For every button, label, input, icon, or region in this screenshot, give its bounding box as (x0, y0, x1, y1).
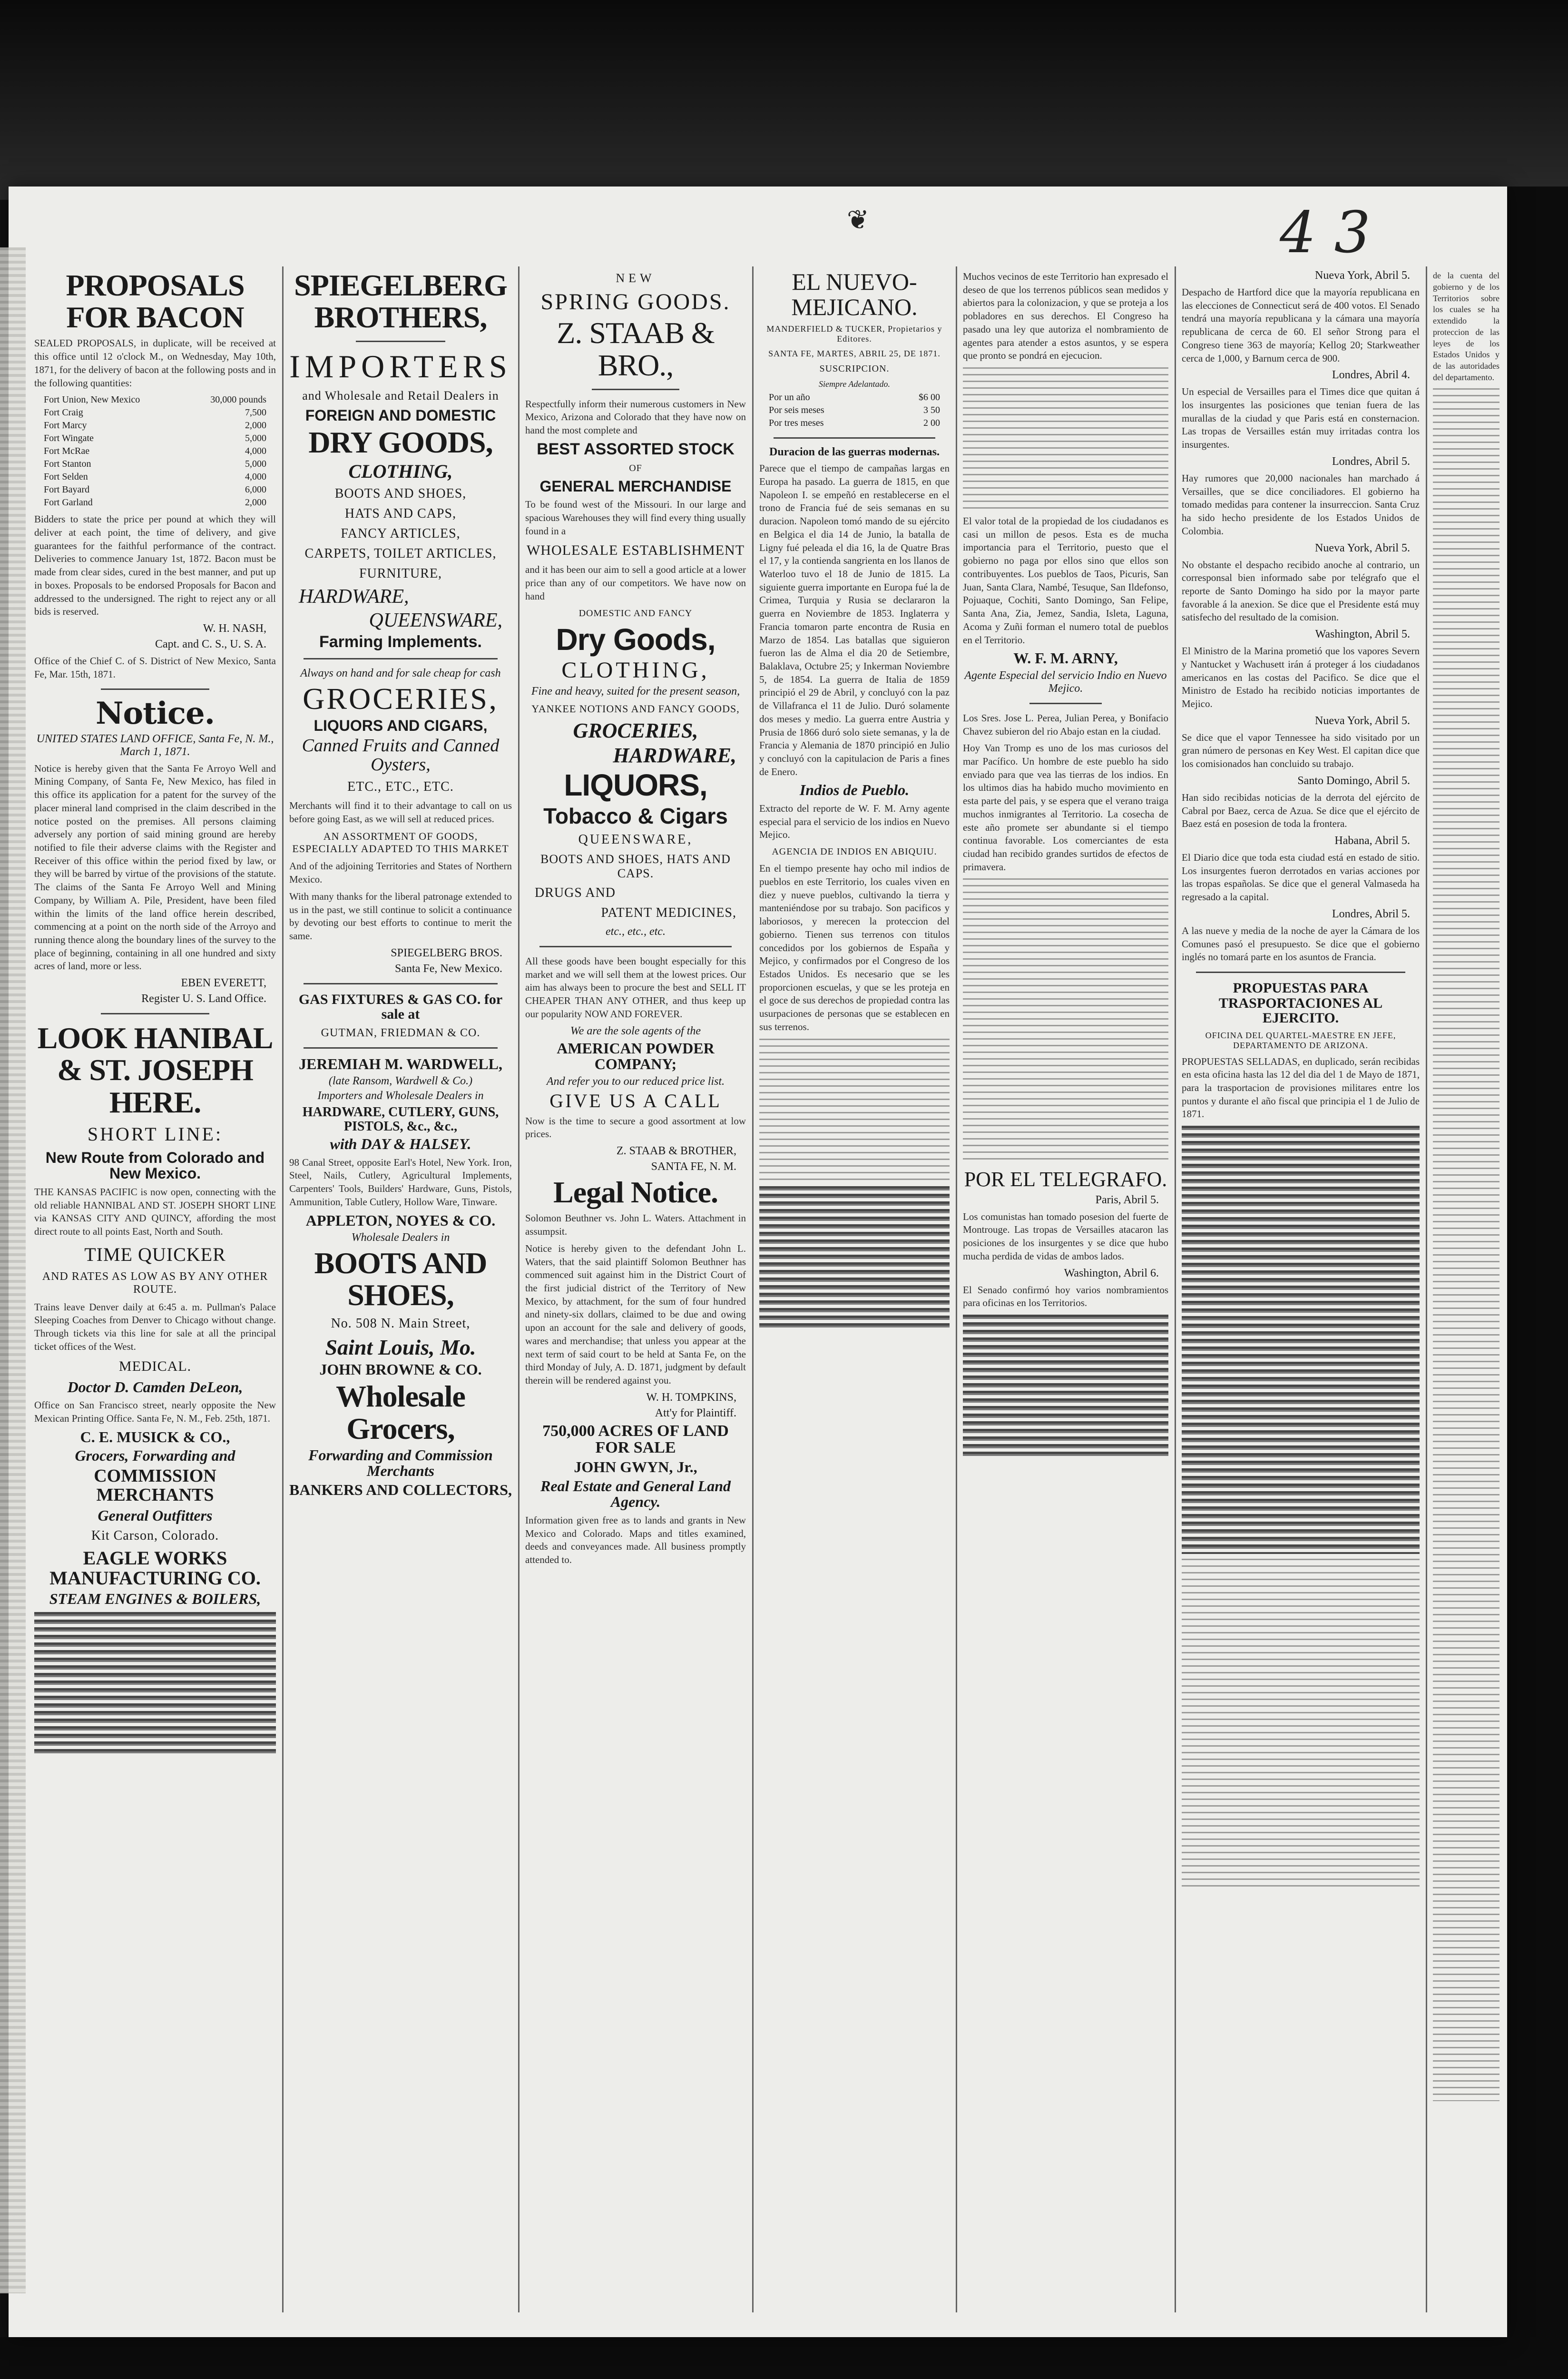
notice-signature: EBEN EVERETT, (181, 977, 266, 990)
found-text: To be found west of the Missouri. In our large and spacious Warehouses they will find every thing usually found in a (525, 499, 746, 537)
domestic-line: DOMESTIC AND FANCY (578, 608, 693, 619)
column-2 (284, 266, 517, 2312)
column-4 (755, 266, 954, 2312)
subscription-row (759, 417, 950, 430)
faded-print (759, 1039, 950, 1181)
carpets-line: CARPETS, TOILET ARTICLES, (304, 546, 497, 561)
london-dateline: Londres, Abril 5. (1332, 907, 1410, 920)
faded-print (963, 1315, 1168, 1457)
look-heading: LOOK HANIBAL & ST. JOSEPH HERE. (37, 1021, 273, 1119)
faded-print (963, 878, 1168, 1164)
canned-fruits-line: Canned Fruits and Canned Oysters, (302, 736, 500, 775)
tobacco-heading: Tobacco & Cigars (543, 803, 728, 828)
doctor-name: Doctor D. Camden DeLeon, (67, 1378, 243, 1396)
queensware-line: QUEENSWARE, (578, 832, 693, 847)
illegible-print (1182, 1126, 1420, 1554)
washington-text: El Ministro de la Marina prometió que los vapores Severn y Nantucket y Wachusett irán á proteger á los ciudadanos americanos en las costas del Pacifico. Se dice que el Ministro de Estado ha recibido noticias importantes de Mejico. (1182, 645, 1420, 709)
commission-merchants-heading: COMMISSION MERCHANTS (94, 1465, 216, 1505)
legal-notice-head: Solomon Beuthner vs. John L. Waters. Attachment in assumpsit. (525, 1212, 746, 1238)
bacon-list-row (34, 445, 276, 458)
trains-text: Trains leave Denver daily at 6:45 a. m. Pullman's Palace Sleeping Coaches from Denver to Chicago without change. Through tickets via this line for sale at all the principal ticket offices of the West. (34, 1301, 276, 1352)
staab-place: SANTA FE, N. M. (651, 1160, 736, 1173)
appleton-subheading: Wholesale Dealers in (351, 1231, 450, 1244)
boots-line: BOOTS AND SHOES, HATS AND CAPS. (540, 852, 731, 880)
santo-domingo-text: Han sido recibidas noticias de la derrota del ejército de Cabral por Baez, cerca de Azua. Se dice que el ejército de Baez está en posesion de toda la frontera. (1182, 791, 1420, 830)
adjacent-page-edge (0, 247, 26, 2293)
column-rule (518, 266, 519, 2312)
bacon-quantity: 5,000 (245, 459, 266, 470)
bacon-post: Fort McRae (44, 446, 90, 457)
bacon-post-list (34, 393, 276, 509)
browne-heading: JOHN BROWNE & CO. (319, 1360, 482, 1378)
bacon-list-row (34, 419, 276, 432)
divider (1196, 972, 1405, 973)
powder-company-line: AMERICAN POWDER COMPANY; (557, 1039, 715, 1073)
all-goods-text: All these goods have been bought especially for this market and we will sell them at the lowest prices. Our aim has always been to procure the best and SELL IT CHEAPER THAN ANY OTHER, and thus keep up our popularity NOW AND FOREVER. (525, 955, 746, 1020)
saint-louis-line: Saint Louis, Mo. (325, 1335, 476, 1359)
illegible-print (34, 1612, 276, 1755)
dry-goods-heading: DRY GOODS, (308, 425, 493, 460)
indios-text: Extracto del reporte de W. F. M. Arny agente especial para el servicio de los indios en Nuevo Mejico. (759, 803, 950, 841)
bacon-list-row (34, 483, 276, 496)
ny-dateline: Nueva York, Abril 5. (1314, 541, 1410, 554)
column-rule (956, 266, 957, 2312)
musick-name: C. E. MUSICK & CO., (80, 1428, 230, 1445)
bacon-quantity: 4,000 (245, 472, 266, 482)
ny-text: No obstante el despacho recibido anoche al contrario, un corresponsal bien informado sabe por telégrafo que el reporte de Santo Domingo ha sido por la mayor parte favorable á la anexion. Se dice que el Presidente está muy satisfecho del resultado de la comision. (1182, 559, 1420, 623)
notice-signature-title: Register U. S. Land Office. (141, 993, 266, 1005)
new-line: NEW (616, 271, 656, 285)
gas-fixtures-line: GAS FIXTURES & GAS CO. for sale at (298, 991, 503, 1022)
washington-text: El Senado confirmó hoy varios nombramientos para oficinas en los Territorios. (963, 1284, 1168, 1309)
etc-line: etc., etc., etc. (606, 925, 666, 938)
liquors-cigars-line: LIQUORS AND CIGARS, (314, 717, 488, 734)
bacon-post: Fort Stanton (44, 459, 91, 470)
faded-print (963, 367, 1168, 510)
forwarding-line: Forwarding and Commission Merchants (308, 1446, 493, 1480)
appleton-heading: APPLETON, NOYES & CO. (305, 1211, 496, 1229)
of-line: OF (629, 462, 642, 473)
london-text: Un especial de Versailles para el Times dice que quitan á los insurgentes las posiciones que tenian fuera de las murallas de la ciudad y que Paris está en consternacion. Las tropas de Versailles están muy irritadas contra los insurgentes. (1182, 386, 1420, 451)
bacon-quantity: 6,000 (245, 484, 266, 495)
paris-text: Los comunistas han tomado posesion del fuerte de Montrouge. Las tropas de Versailles atacaron las posiciones de los insurgentes y se dice que hubo mucha perdida de vidas de ambos lados. (963, 1210, 1168, 1262)
column-rule (282, 266, 284, 2312)
santo-domingo-dateline: Santo Domingo, Abril 5. (1297, 774, 1410, 787)
boots-line: BOOTS AND SHOES, (334, 486, 467, 501)
london-dateline: Londres, Abril 4. (1332, 369, 1410, 382)
steam-engines-line: STEAM ENGINES & BOILERS, (49, 1590, 261, 1608)
medical-heading: MEDICAL. (118, 1358, 192, 1374)
top-text: Muchos vecinos de este Territorio han expresado el deseo de que los terrenos públicos sean medidos y abiertos para la colonizacion, y que se proteja a los pobladores en sus derechos. El Congreso ha pasado una ley que autoriza el nombramiento de agentes para atender a estos asuntos, y se espera que pronto se pondrá en ejecucion. (963, 271, 1168, 362)
bacon-quantity: 2,000 (245, 420, 266, 431)
ny-dateline: Nueva York, Abril 5. (1314, 714, 1410, 727)
subscription-price: 2 00 (923, 418, 940, 428)
general-merchandise-heading: GENERAL MERCHANDISE (539, 477, 732, 495)
dry-goods-heading: Dry Goods, (556, 622, 715, 657)
arny-signature: W. F. M. ARNY, (1013, 649, 1118, 667)
outfitters-line: General Outfitters (98, 1506, 213, 1524)
groceries-heading: GROCERIES, (303, 682, 499, 716)
column-6 (1177, 266, 1424, 2312)
acres-heading: 750,000 ACRES OF LAND FOR SALE (542, 1422, 729, 1457)
foreign-domestic-line: FOREIGN AND DOMESTIC (305, 406, 496, 424)
groceries-line: GROCERIES, (573, 719, 698, 743)
divider (774, 437, 935, 439)
havana-text: El Diario dice que toda esta ciudad está en estado de sitio. Los insurgentes fueron derrotados en varias acciones por las tropas españolas. Se dice que el general Valmaseda ha regresado a la capital. (1182, 852, 1420, 903)
hardware-line: HARDWARE, (299, 585, 409, 608)
subscription-subheading: Siempre Adelantado. (819, 379, 890, 389)
propuestas-heading: PROPUESTAS PARA TRASPORTACIONES AL EJERCITO. (1218, 980, 1383, 1026)
real-estate-text: Information given free as to lands and grants in New Mexico and Colorado. Maps and titles examined, deeds and conveyances made. All business promptly attended to. (525, 1514, 746, 1566)
wholesale-heading: WHOLESALE ESTABLISHMENT (526, 542, 745, 559)
paris-dateline: Paris, Abril 5. (1095, 1193, 1159, 1206)
washington-dateline: Washington, Abril 6. (1064, 1267, 1159, 1279)
sold-text: and it has been our aim to sell a good article at a lower price than any of our competitors. We have now on hand (525, 564, 746, 602)
column-1 (29, 266, 281, 2312)
proposals-intro: SEALED PROPOSALS, in duplicate, will be received at this office until 12 o'clock M., on Wednesday, May 10th, 1871, for the delivery of bacon at the following posts and in the following quantities: (34, 337, 276, 389)
grocers-line: Grocers, Forwarding and (75, 1447, 235, 1465)
divider (1029, 703, 1102, 704)
bacon-list-row (34, 496, 276, 509)
hats-line: HATS AND CAPS, (344, 506, 457, 521)
spring-goods-heading: SPRING GOODS. (540, 289, 731, 315)
mid-text: El valor total de la propiedad de los ciudadanos es casi un millon de pesos. Esta es de mucha importancia para el Territorio, puesto que el gobierno no paga por ellos sino que ellos son contribuyentes. Los pueblos de Taos, Picuris, San Juan, Santa Clara, Nambé, Tesuque, San Ildefonso, Pojuaque, Cochiti, Santo Domingo, San Felipe, Santa Ana, Zia, Jemez, Sandia, Isleta, Laguna, Acoma y Zuñi forman el numero total de pueblos en el Territorio. (963, 515, 1168, 646)
column-7-fragment (1428, 266, 1504, 2312)
divider (304, 1047, 498, 1049)
guerras-text: Parece que el tiempo de campañas largas en Europa ha pasado. La guerra de 1815, en que Napoleon I. se empeñó en restablecerse en el trono de Francia fué de seis semanas en su duracion. Napoleon tomó mando de su ejército en Belgica el dia 14 de Junio, la batalla de Ligny fué peleada el dia 16, la de Quatre Bras el 17, y la contienda sangrienta en los llanos de Waterloo tuvo el 18 de Junio de 1815. La siguiente guerra importante en Europa fué la de Crimea, Turquia y Rusia se declararon la guerra en Noviembre de 1853. Inglaterra y Francia tomaron parte encontra de Rusia en Marzo de 1854. Las batallas que siguieron fueron las de Alma el dia 20 de Setiembre, Balaklava, Octubre 25; y Inkerman Noviembre 5, de 1854. La guerra de Italia de 1859 principió el 29 de Abril, y concluyó con la paz de Villafranca el 11 de Julio. Duró solamente dos meses y medio. La guerra entre Austria y Prusia de 1866 duró solo siete semanas, y la de Francia y Alemania de 1870 principió en Julio y concluyó con la capitulacion de Paris a fines de Enero. (759, 462, 950, 777)
london-dateline: Londres, Abril 5. (1332, 455, 1410, 468)
notice-heading: Notice. (95, 696, 215, 732)
bacon-quantity: 30,000 pounds (210, 394, 266, 405)
bacon-list-row (34, 458, 276, 471)
give-call-text: Now is the time to secure a good assortment at low prices. (525, 1115, 746, 1140)
bacon-post: Fort Garland (44, 497, 93, 508)
legal-signature-title: Att'y for Plaintiff. (655, 1406, 736, 1419)
wholesale-grocers-heading: Wholesale Grocers, (336, 1379, 465, 1445)
indios-body: En el tiempo presente hay ocho mil indios de pueblos en este Territorio, los cuales viven en diez y nueve pueblos, cultivando la tierra y manteniéndose por su trabajo. Son pacificos y laboriosos, y merecen la proteccion del gobierno. Tienen sus terrenos con titulos concedidos por los gobiernos de España y Mejico, y confirmados por el Congreso de los Estados Unidos. Es necesario que se les proporcionen escuelas, y que se les proteja en el goce de sus derechos de propiedad contra las usurpaciones de personas que se establecen en sus terrenos. (759, 863, 950, 1032)
proposals-office: Office of the Chief C. of S. District of New Mexico, Santa Fe, Mar. 15th, 1871. (34, 655, 276, 680)
ny-text: Se dice que el vapor Tennessee ha sido visitado por un gran número de personas en Key West. El capitan dice que los comisionados han concluido su trabajo. (1182, 731, 1420, 770)
indios-heading: Indios de Pueblo. (799, 781, 910, 799)
folio-number: 4 3 (1280, 200, 1371, 266)
faded-print (759, 1186, 950, 1329)
london-text: A las nueve y media de la noche de ayer la Cámara de los Comunes pasó el presupuesto. Se dice que el gobierno inglés no tomará parte en los asuntos de Francia. (1182, 924, 1420, 963)
subscription-heading: SUSCRIPCION. (819, 364, 890, 374)
telegrafo-heading: POR EL TELEGRAFO. (964, 1168, 1167, 1191)
agents-line: We are the sole agents of the (570, 1024, 701, 1037)
bacon-quantity: 2,000 (245, 497, 266, 508)
wardwell-heading: JEREMIAH M. WARDWELL, (299, 1055, 502, 1072)
patent-medicines-line: PATENT MEDICINES, (601, 905, 736, 920)
freighters-text: And of the adjoining Territories and States of Northern Mexico. (289, 860, 512, 885)
scan-right-border (1507, 187, 1568, 2379)
subscription-term: Por seis meses (769, 405, 824, 415)
fragment-text: de la cuenta del gobierno y de los Territorios sobre los cuales se ha extendido la proteccion de las leyes de los Estados Unidos y de las autoridades del departamento. (1433, 271, 1499, 382)
bacon-list-row (34, 471, 276, 483)
notice-body: Notice is hereby given that the Santa Fe Arroyo Well and Mining Company, of Santa Fe, New Mexico, has filed in this office its application for a patent for the survey of the placer mineral land comprised in the claim described in the notice posted on the premises. All persons claiming adversely any portion of said mining ground are hereby notified to file their adverse claims with the Register and Receiver of this office within the period fixed by law, or they will be barred by virtue of the provisions of the statute. The claims of the Santa Fe Arroyo Well and Mining Company, by William A. Pile, President, have been filed within the limits of the land office herein described, commencing at a point on the north side of the Arroyo and running thence along the boundary lines of the survey to the place of beginning, containing in all one hundred and sixty acres of land, more or less. (34, 762, 276, 972)
legal-notice-body: Notice is hereby given to the defendant John L. Waters, that the said plaintiff Solomon Beuthner has commenced suit against him in the District Court of the first judicial district of the Territory of New Mexico, by attachment, for the sum of four hundred and ninety-six dollars, claimed to be due and owing upon an account for the sale and delivery of goods, wares and merchandise; that unless you appear at the next term of said court to be held at Santa Fe, on the third Monday of July, A. D. 1871, judgment by default therein will be rendered against you. (525, 1242, 746, 1386)
legal-notice-heading: Legal Notice. (553, 1175, 718, 1209)
wardwell-text: 98 Canal Street, opposite Earl's Hotel, New York. Iron, Steel, Nails, Cutlery, Agricultural Implements, Carpenters' Tools, Builders' Hardware, Guns, Pistols, Ammunition, Table Cutlery, Hollow Ware, Tinware. (289, 1156, 512, 1208)
subscription-rates (759, 391, 950, 430)
news-text: Hoy Van Tromp es uno de los mas curiosos del mar Pacífico. Un hombre de este pueblo ha sido enviado para que vea las tierras de los indios. En los ultimos dias ha habido mucho movimiento en esta parte del pais, y se espera que el verano traiga muchos inmigrantes al Territorio. La cosecha de este año promete ser abundante si el tiempo continua favorable. Los comerciantes de esta ciudad han recibido grandes surtidos de efectos de primavera. (963, 742, 1168, 873)
ny-text: Despacho de Hartford dice que la mayoría republicana en las elecciones de Connecticut será de 400 votos. El Senado tendrá una mayoría republicana y la cámara una mayoría republicana de cerca de 60. El señor Strong para el Congreso tiene 363 de mayoría; Kellog 20; Starkweather cerca de 1,000, y Barnum cerca de 900. (1182, 286, 1420, 364)
importers-line: Importers and Wholesale Dealers in (317, 1090, 484, 1102)
guerras-heading: Duracion de las guerras modernas. (769, 446, 940, 458)
divider (304, 658, 498, 659)
bacon-post: Fort Bayard (44, 484, 90, 495)
spiegelberg-place: Santa Fe, New Mexico. (395, 962, 502, 975)
subscription-price: $6 00 (919, 392, 940, 403)
thanks-text: With many thanks for the liberal patronage extended to us in the past, we still continue to solicit a continuance by devoting our best efforts to continue to merit the same. (289, 890, 512, 942)
subscription-term: Por un año (769, 392, 810, 403)
doctor-text: Office on San Francisco street, nearly opposite the New Mexican Printing Office. Santa Fe, N. M., Feb. 25th, 1871. (34, 1399, 276, 1424)
main-street-line: No. 508 N. Main Street, (331, 1316, 470, 1331)
give-call-heading: GIVE US A CALL (549, 1090, 722, 1111)
gwyn-heading: JOHN GWYN, Jr., (574, 1458, 697, 1476)
bacon-quantity: 4,000 (245, 446, 266, 457)
divider (539, 946, 732, 947)
proposals-terms: Bidders to state the price per pound at which they will deliver at each point, the time of delivery, and give guarantees for the faithful performance of the contract. Deliveries to commence January 1st, 1872. Bacon must be made from clear sides, cured in the best manner, and put up in boxes. Proposals to be endorsed Proposals for Bacon and addressed to the undersigned. The right to reject any or all bids is reserved. (34, 513, 276, 618)
divider (101, 688, 209, 690)
queensware-line: QUEENSWARE, (369, 609, 502, 631)
bacon-quantity: 7,500 (245, 407, 266, 418)
boots-shoes-heading: BOOTS AND SHOES, (314, 1246, 487, 1312)
subscription-term: Por tres meses (769, 418, 824, 428)
column-rule (752, 266, 754, 2312)
bacon-post: Fort Marcy (44, 420, 87, 431)
oficina-line: OFICINA DEL QUARTEL-MAESTRE EN JEFE, DEPARTAMENTO DE ARIZONA. (1205, 1030, 1396, 1050)
scan-bottom-border (0, 2337, 1568, 2379)
furniture-line: FURNITURE, (359, 566, 442, 581)
ny-dateline: Nueva York, Abril 5. (1314, 269, 1410, 282)
divider (101, 1013, 209, 1014)
bacon-post: Fort Wingate (44, 433, 94, 444)
fancy-line: FANCY ARTICLES, (341, 526, 461, 541)
propuestas-text: PROPUESTAS SELLADAS, en duplicado, serán recibidas en esta oficina hasta las 12 del dia del 1 de Mayo de 1871, para la trasportacion de provisiones militares entre los puntos y durante el año fiscal que principia el 1 de Julio de 1871. (1182, 1055, 1420, 1120)
legal-signature: W. H. TOMPKINS, (646, 1391, 736, 1404)
merchants-text: Merchants will find it to their advantage to call on us before going East, as we will sell at reduced prices. (289, 799, 512, 825)
wardwell-subheading: (late Ransom, Wardwell & Co.) (328, 1075, 473, 1088)
hardware-line: HARDWARE, (613, 744, 736, 767)
refer-line: And refer you to our reduced price list. (546, 1075, 725, 1088)
farming-line: Farming Implements. (319, 632, 482, 651)
proposals-signature-title: Capt. and C. S., U. S. A. (155, 638, 266, 650)
bankers-line: BANKERS AND COLLECTORS, (289, 1481, 512, 1498)
bacon-list-row (34, 406, 276, 419)
assortment-line: AN ASSORTMENT OF GOODS, ESPECIALLY ADAPTED TO THIS MARKET (292, 830, 509, 855)
spiegelberg-heading: SPIEGELBERG BROTHERS, (294, 268, 507, 334)
day-halsey-line: with DAY & HALSEY. (330, 1135, 471, 1153)
etc-line: ETC., ETC., ETC. (347, 779, 454, 794)
column-3 (520, 266, 751, 2312)
faded-print (1182, 1559, 1420, 1892)
bacon-list-row (34, 393, 276, 406)
bacon-post: Fort Union, New Mexico (44, 394, 140, 405)
london-text: Hay rumores que 20,000 nacionales han marchado á Versailles, que se dice conciliadores. El gobierno ha tomado medidas para contener la insurreccion. Santa Cruz ha sido hecho presidente de los Estados Unidos de Colombia. (1182, 472, 1420, 537)
short-line-heading: SHORT LINE: (87, 1123, 223, 1145)
fine-line: Fine and heavy, suited for the present season, (531, 685, 740, 698)
havana-dateline: Habana, Abril 5. (1334, 835, 1410, 847)
proposals-heading: PROPOSALS FOR BACON (66, 268, 245, 334)
subscription-row (759, 391, 950, 404)
clothing-line: CLOTHING, (348, 460, 453, 482)
spiegelberg-signature: SPIEGELBERG BROS. (391, 946, 502, 959)
faded-print (1433, 388, 1499, 2101)
arny-title: Agente Especial del servicio Indio en Nuevo Mejico. (964, 669, 1167, 695)
proprietors-line: MANDERFIELD & TUCKER, Propietarios y Editores. (766, 324, 942, 344)
liquors-heading: LIQUORS, (564, 768, 707, 803)
yankee-line: YANKEE NOTIONS AND FANCY GOODS, (531, 703, 740, 715)
kansas-pacific-text: THE KANSAS PACIFIC is now open, connecting with the old reliable HANNIBAL AND ST. JOSEPH SHORT LINE via KANSAS CITY AND QUINCY, affording the most direct route to all points East, North and South. (34, 1186, 276, 1238)
bacon-post: Fort Craig (44, 407, 83, 418)
staab-intro: Respectfully inform their numerous customers in New Mexico, Arizona and Colorado that they have now on hand the most complete and (525, 398, 746, 436)
notice-subheading: UNITED STATES LAND OFFICE, Santa Fe, N. M., March 1, 1871. (36, 732, 274, 758)
drugs-line: DRUGS AND (535, 885, 616, 900)
indios-subheading: AGENCIA DE INDIOS EN ABIQUIU. (772, 846, 937, 857)
divider (304, 983, 498, 984)
kit-carson-line: Kit Carson, Colorado. (91, 1528, 219, 1543)
staab-heading: Z. STAAB & BRO., (557, 316, 715, 382)
rates-low-heading: AND RATES AS LOW AS BY ANY OTHER ROUTE. (42, 1270, 268, 1296)
best-assorted-heading: BEST ASSORTED STOCK (537, 440, 735, 458)
column-rule (1175, 266, 1176, 2312)
subscription-price: 3 50 (923, 405, 940, 415)
column-rule (1426, 266, 1427, 2312)
importers-heading: IMPORTERS (289, 348, 512, 385)
always-line: Always on hand and for sale cheap for cash (300, 667, 501, 680)
bacon-quantity: 5,000 (245, 433, 266, 444)
time-quicker-heading: TIME QUICKER (84, 1243, 226, 1265)
scan-top-border (0, 0, 1568, 200)
masthead-ornament-icon: ❦ (847, 206, 869, 235)
divider (356, 341, 445, 342)
proposals-signature: W. H. NASH, (203, 622, 266, 635)
issue-date: SANTA FE, MARTES, ABRIL 25, DE 1871. (768, 349, 941, 358)
clothing-heading: CLOTHING, (561, 657, 710, 683)
staab-signature: Z. STAAB & BROTHER, (616, 1145, 736, 1158)
masthead-title: EL NUEVO-MEJICANO. (791, 268, 918, 320)
divider (592, 389, 679, 390)
eagle-works-heading: EAGLE WORKS MANUFACTURING CO. (49, 1547, 261, 1589)
real-estate-line: Real Estate and General Land Agency. (540, 1477, 731, 1511)
names-text: Los Sres. Jose L. Perea, Julian Perea, y Bonifacio Chavez subieron del rio Abajo estan en la ciudad. (963, 712, 1168, 737)
wholesale-line: and Wholesale and Retail Dealers in (302, 388, 499, 403)
subscription-row (759, 404, 950, 417)
new-route-heading: New Route from Colorado and New Mexico. (45, 1149, 265, 1182)
washington-dateline: Washington, Abril 5. (1315, 628, 1410, 641)
gutman-line: GUTMAN, FRIEDMAN & CO. (321, 1026, 480, 1039)
hardware-cutlery-line: HARDWARE, CUTLERY, GUNS, PISTOLS, &c., &c., (302, 1105, 499, 1134)
bacon-post: Fort Selden (44, 472, 88, 482)
bacon-list-row (34, 432, 276, 445)
column-5 (958, 266, 1173, 2312)
